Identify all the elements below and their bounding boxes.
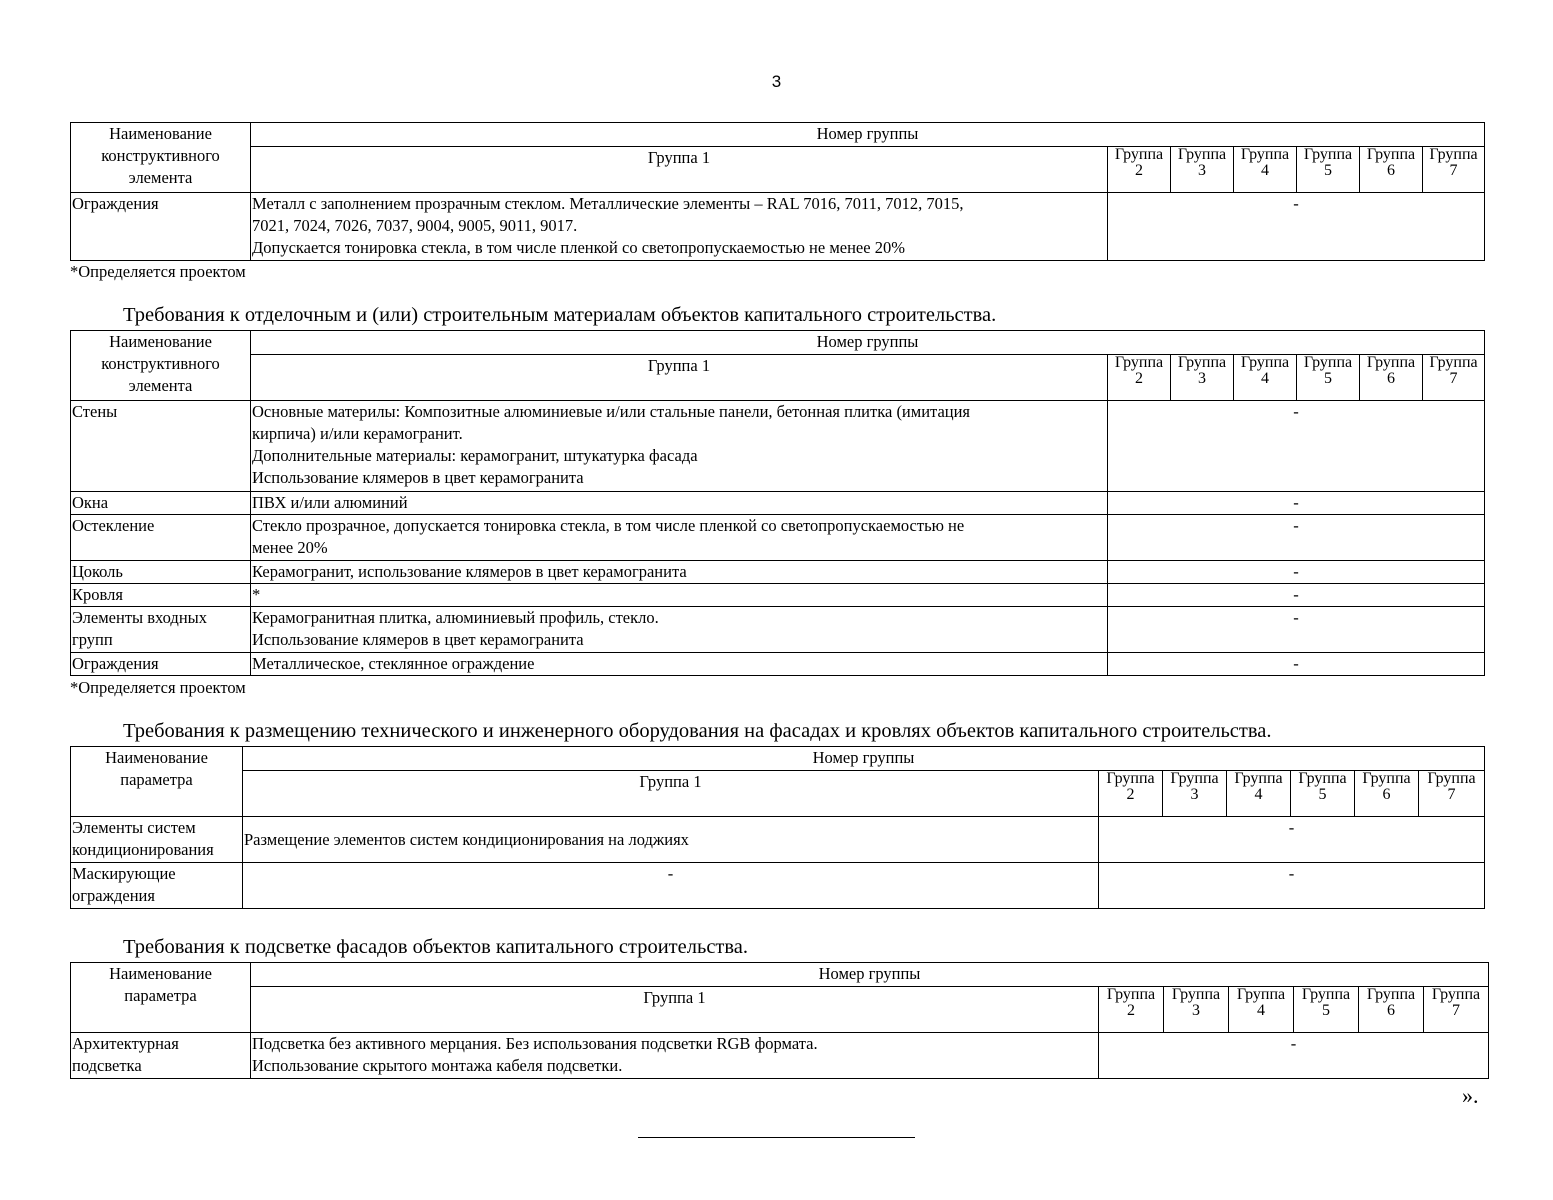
group1-value: Металлическое, стеклянное ограждение [251,653,1108,676]
other-groups-value: - [1108,561,1485,584]
group-header: Группа 2 [1099,987,1164,1033]
group-header: Группа 5 [1297,355,1360,401]
group-header: Группа 7 [1423,355,1485,401]
group1-value: ПВХ и/или алюминий [251,492,1108,515]
group-header: Группа 2 [1099,771,1163,817]
page-number: 3 [771,72,782,91]
equipment-table [70,746,1485,909]
group-header: Группа 2 [1108,147,1171,193]
other-groups-value: - [1108,492,1485,515]
table-row [71,193,1485,261]
parameter-name: Элементы систем кондиционирования [71,817,243,863]
table-row [71,561,1485,584]
table-row [71,584,1485,607]
group1-value: Керамогранитная плитка, алюминиевый профиль, стекло. Использование клямеров в цвет керамогранита [251,607,1108,653]
parameter-header: Наименование параметра [71,747,243,817]
group-header: Группа 3 [1163,771,1227,817]
other-groups-value: - [1099,1033,1489,1079]
element-name: Остекление [71,515,251,561]
element-name: Элементы входных групп [71,607,251,653]
group1-value: * [251,584,1108,607]
table-row [71,607,1485,653]
group-header: Группа 6 [1360,355,1423,401]
element-name: Стены [71,401,251,492]
group-header: Группа 5 [1291,771,1355,817]
closing-quote: ». [1462,1083,1479,1108]
group1-value: - [243,863,1099,909]
other-groups-value: - [1099,863,1485,909]
element-name: Цоколь [71,561,251,584]
other-groups-value: - [1108,584,1485,607]
group-header: Группа 4 [1229,987,1294,1033]
parameter-name: Архитектурная подсветка [71,1033,251,1079]
table-row [71,863,1485,909]
element-header: Наименование конструктивного элемента [71,123,251,193]
fence-table [70,122,1485,261]
other-groups-value: - [1108,401,1485,492]
group1-header: Группа 1 [251,355,1108,401]
group-header: Группа 7 [1424,987,1489,1033]
group-number-header: Номер группы [243,747,1485,771]
element-name: Кровля [71,584,251,607]
element-name: Ограждения [71,193,251,261]
group-header: Группа 5 [1294,987,1359,1033]
element-header: Наименование конструктивного элемента [71,331,251,401]
group-header: Группа 4 [1234,147,1297,193]
group-header: Группа 3 [1171,355,1234,401]
other-groups-value: - [1108,193,1485,261]
group1-value: Керамогранит, использование клямеров в цвет керамогранита [251,561,1108,584]
materials-heading: Требования к отделочным и (или) строительным материалам объектов капитального строительства. [123,304,997,326]
table-row [71,1033,1489,1079]
table-row [71,653,1485,676]
group-header: Группа 5 [1297,147,1360,193]
separator-line [638,1137,915,1138]
group-header: Группа 4 [1234,355,1297,401]
group1-value: Основные материлы: Композитные алюминиевые и/или стальные панели, бетонная плитка (имитация кирпича) и/или керамогранит. Дополнительные материалы: керамогранит, штукатурка фасада Использование клямеров в цвет керамогранита [251,401,1108,492]
group1-value: Металл с заполнением прозрачным стеклом. Металлические элементы – RAL 7016, 7011, 7012, 7015, 7021, 7024, 7026, 7037, 9004, 9005, 9011, 9017. Допускается тонировка стекла, в том числе пленкой со светопропускаемостью не менее 20% [251,193,1108,261]
table-row [71,492,1485,515]
equipment-heading: Требования к размещению технического и инженерного оборудования на фасадах и кровлях объектов капитального строительства. [123,720,1272,742]
other-groups-value: - [1108,607,1485,653]
lighting-table [70,962,1489,1079]
other-groups-value: - [1108,653,1485,676]
element-name: Ограждения [71,653,251,676]
group1-header: Группа 1 [251,147,1108,193]
group-header: Группа 3 [1164,987,1229,1033]
group-number-header: Номер группы [251,123,1485,147]
group-number-header: Номер группы [251,331,1485,355]
group-header: Группа 2 [1108,355,1171,401]
table-row [71,401,1485,492]
footnote: *Определяется проектом [70,262,246,281]
table-row [71,515,1485,561]
group1-value: Стекло прозрачное, допускается тонировка стекла, в том числе пленкой со светопропускаемостью не менее 20% [251,515,1108,561]
materials-table [70,330,1485,676]
group-header: Группа 6 [1355,771,1419,817]
group-header: Группа 6 [1360,147,1423,193]
group1-value: Подсветка без активного мерцания. Без использования подсветки RGB формата. Использование скрытого монтажа кабеля подсветки. [251,1033,1099,1079]
other-groups-value: - [1108,515,1485,561]
group-number-header: Номер группы [251,963,1489,987]
group-header: Группа 7 [1419,771,1485,817]
lighting-heading: Требования к подсветке фасадов объектов капитального строительства. [123,936,749,958]
table-row [71,817,1485,863]
group1-header: Группа 1 [251,987,1099,1033]
group1-value: Размещение элементов систем кондиционирования на лоджиях [243,817,1099,863]
other-groups-value: - [1099,817,1485,863]
footnote: *Определяется проектом [70,678,246,697]
group-header: Группа 7 [1423,147,1485,193]
group-header: Группа 6 [1359,987,1424,1033]
group-header: Группа 3 [1171,147,1234,193]
group-header: Группа 4 [1227,771,1291,817]
group1-header: Группа 1 [243,771,1099,817]
parameter-header: Наименование параметра [71,963,251,1033]
parameter-name: Маскирующие ограждения [71,863,243,909]
element-name: Окна [71,492,251,515]
